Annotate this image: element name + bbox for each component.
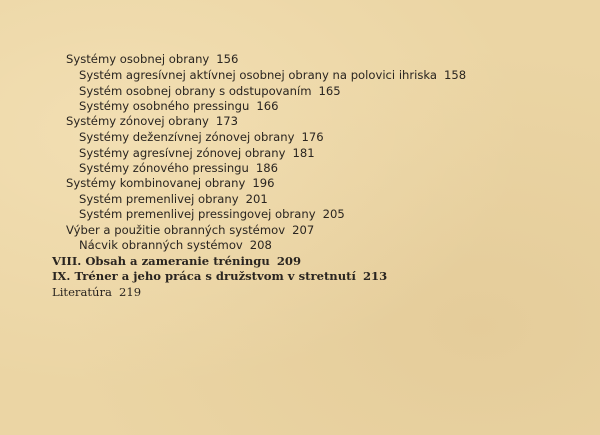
toc-entry [66, 176, 275, 191]
toc-entry-title: Systémy zónovej obrany [66, 114, 209, 128]
toc-chapter-title: IX. Tréner a jeho práca s družstvom v stretnutí [52, 269, 356, 283]
toc-entry-page: 201 [245, 192, 268, 206]
toc-entry-page: 176 [301, 130, 324, 144]
toc-chapter-title: VIII. Obsah a zameranie tréningu [52, 254, 270, 268]
toc-entry [79, 84, 341, 99]
toc-entry-title: Literatúra [52, 285, 112, 299]
toc-entry-title: Systémy zónového pressingu [79, 161, 249, 175]
toc-entry [79, 68, 466, 83]
toc-chapter [52, 269, 387, 284]
toc-entry-page: 166 [256, 99, 279, 113]
toc-entry-title: Výber a použitie obranných systémov [66, 223, 286, 237]
toc-entry-page: 158 [444, 68, 467, 82]
toc-chapter [52, 254, 301, 269]
toc-entry [79, 192, 268, 207]
toc-entry-title: Systémy deženzívnej zónovej obrany [79, 130, 295, 144]
toc-entry [66, 114, 238, 129]
toc-entry-page: 207 [292, 223, 315, 237]
toc-entry-page: 205 [322, 207, 345, 221]
toc-entry [79, 207, 345, 222]
toc-entry-title: Systém agresívnej aktívnej osobnej obrany na polovici ihriska [79, 68, 438, 82]
toc-entry-page: 208 [249, 238, 272, 252]
toc-entry-page: 173 [215, 114, 238, 128]
toc-entry-title: Nácvik obranných systémov [79, 238, 243, 252]
toc-entry [79, 146, 315, 161]
toc-entry-title: Systémy agresívnej zónovej obrany [79, 146, 286, 160]
toc-entry-page: 165 [318, 84, 341, 98]
toc-entry-page: 186 [255, 161, 279, 175]
toc-entry-title: Systém premenlivej obrany [79, 192, 239, 206]
toc-entry-title: Systémy osobnej obrany [66, 52, 210, 66]
toc-entry [66, 223, 314, 238]
toc-entry-title: Systémy osobného pressingu [79, 99, 250, 113]
toc-entry [79, 130, 324, 145]
toc-chapter-page: 213 [362, 269, 388, 283]
toc-entry [79, 238, 272, 253]
toc-entry [79, 161, 278, 176]
toc-entry [79, 99, 278, 114]
toc-chapter-page: 209 [276, 254, 302, 268]
toc-entry-title: Systém osobnej obrany s odstupovaním [79, 84, 312, 98]
toc-entry [66, 52, 238, 67]
toc-entry-page: 196 [252, 176, 275, 190]
toc-entry-page: 156 [216, 52, 239, 66]
toc-entry-title: Systém premenlivej pressingovej obrany [79, 207, 316, 221]
toc-entry [52, 285, 141, 300]
toc-entry-title: Systémy kombinovanej obrany [66, 176, 246, 190]
toc-entry-page: 181 [292, 146, 315, 160]
toc-entry-page: 219 [118, 285, 142, 299]
